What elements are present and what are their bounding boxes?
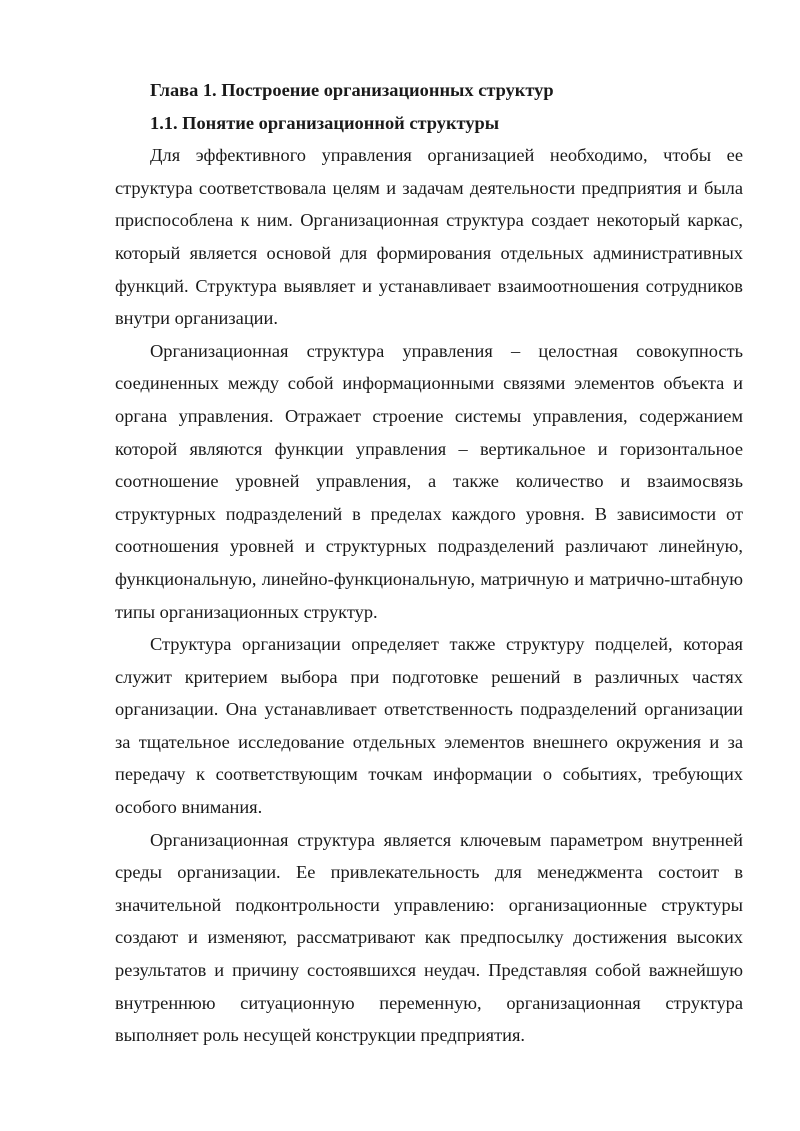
paragraph-3: Структура организации определяет также структуру подцелей, которая служит критерием выбора при подготовке решений в различных частях организации. Она устанавливает ответственность подразделений организации за тщательное исследование отдельных элементов внешнего окружения и за передачу к соответствующим точкам информации о событиях, требующих особого внимания. xyxy=(115,634,743,818)
paragraph-4: Организационная структура является ключевым параметром внутренней среды организации. Ее привлекательность для менеджмента состоит в значительной подконтрольности управлению: организационные структуры создают и изменяют, рассматривают как предпосылку достижения высоких результатов и причину состоявшихся неудач. Представляя собой важнейшую внутреннюю ситуационную переменную, организационная структура выполняет роль несущей конструкции предприятия. xyxy=(115,829,743,1046)
paragraph-2: Организационная структура управления – целостная совокупность соединенных между собой информационными связями элементов объекта и органа управления. Отражает строение системы управления, содержанием которой являются функции управления – вертикальное и горизонтальное соотношение уровней управления, а также количество и взаимосвязь структурных подразделений в пределах каждого уровня. В зависимости от соотношения уровней и структурных подразделений различают линейную, функциональную, линейно-функциональную, матричную и матрично-штабную типы организационных структур. xyxy=(115,340,743,622)
chapter-title: Глава 1. Построение организационных структур xyxy=(150,80,554,100)
section-title: 1.1. Понятие организационной структуры xyxy=(150,112,500,133)
paragraph-1: Для эффективного управления организацией необходимо, чтобы ее структура соответствовала целям и задачам деятельности предприятия и была приспособлена к ним. Организационная структура создает некоторый каркас, который является основой для формирования отдельных административных функций. Структура выявляет и устанавливает взаимоотношения сотрудников внутри организации. xyxy=(115,145,743,329)
